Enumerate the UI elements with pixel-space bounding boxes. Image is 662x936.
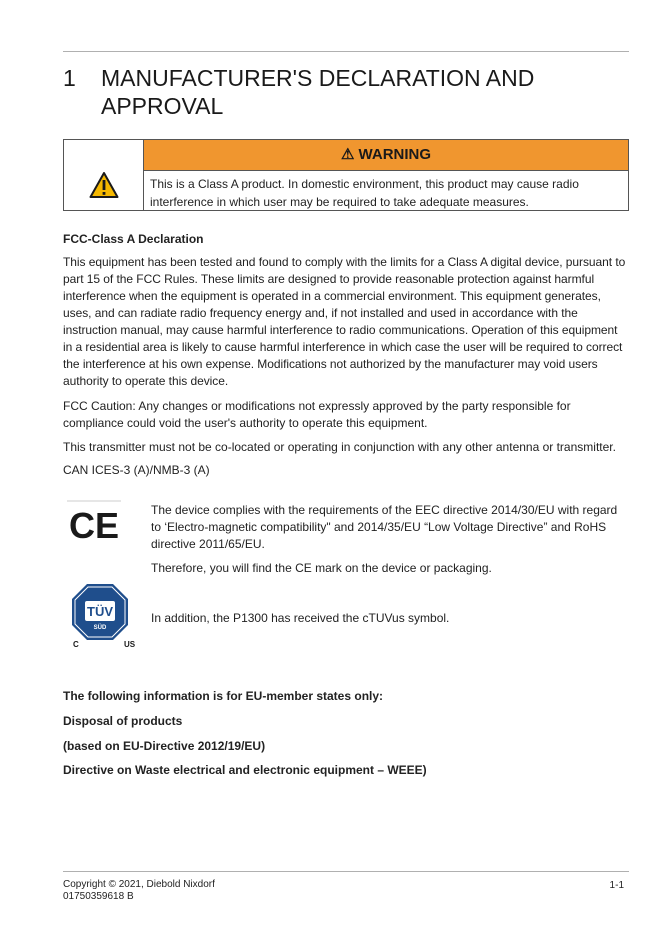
warning-header: ⚠ WARNING: [144, 140, 628, 171]
footer-page-number: 1-1: [609, 880, 624, 891]
warning-triangle-icon: [89, 171, 119, 199]
tuv-c-text: C: [73, 640, 79, 648]
fcc-heading: FCC-Class A Declaration: [63, 232, 204, 246]
eu-directive-ref: (based on EU-Directive 2012/19/EU): [63, 739, 266, 753]
footer-doc-number: 01750359618 B: [63, 891, 134, 902]
ce-mark-icon: [67, 500, 121, 544]
warning-box: [63, 139, 629, 211]
weee-directive: Directive on Waste electrical and electronic equipment – WEEE): [63, 763, 427, 777]
tuv-text: In addition, the P1300 has received the cTUVus symbol.: [151, 611, 450, 625]
page-footer: [63, 879, 629, 903]
bottom-divider: [63, 871, 629, 872]
tuv-certification-icon: [68, 584, 140, 648]
tuv-mark-text: TÜV: [87, 604, 113, 619]
tuv-us-text: US: [124, 640, 136, 648]
tuv-mark-subtext: SÜD: [93, 625, 107, 631]
fcc-caution: FCC Caution: Any changes or modifications not expressly approved by the party responsible for compliance could void the user's authority to operate this equipment.: [63, 399, 571, 430]
transmitter-note: This transmitter must not be co-located or operating in conjunction with any other antenna or transmitter.: [63, 440, 616, 454]
ce-mark-text: CE: [68, 505, 120, 544]
warning-icon-cell: [64, 140, 144, 210]
ce-compliance-text: The device complies with the requirements of the EEC directive 2014/30/EU with regard to ‘Electro-magnetic compatibility" and 2014/35/EU “Low Voltage Directive” and RoHS directive 2011/65/EU.: [151, 503, 618, 551]
top-divider: [63, 51, 629, 52]
ce-therefore-text: Therefore, you will find the CE mark on the device or packaging.: [151, 561, 492, 575]
chapter-number: 1: [63, 65, 76, 91]
warning-text: This is a Class A product. In domestic environment, this product may cause radio interference in which user may be required to take adequate measures.: [150, 177, 579, 209]
ices-label: CAN ICES-3 (A)/NMB-3 (A): [63, 463, 210, 477]
eu-info-heading: The following information is for EU-member states only:: [63, 689, 384, 703]
disposal-heading: Disposal of products: [63, 714, 183, 728]
footer-copyright: Copyright © 2021, Diebold Nixdorf: [63, 879, 215, 890]
chapter-title: MANUFACTURER'S DECLARATION AND APPROVAL: [101, 65, 535, 119]
fcc-paragraph: This equipment has been tested and found to comply with the limits for a Class A digital device, pursuant to part 15 of the FCC Rules. These limits are designed to provide reasonable protection against harmful interference when the equipment is operated in a commercial environment. This equipment generates, uses, and can radiate radio frequency energy and, if not installed and used in accordance with the instruction manual, may cause harmful interference to radio communications. Operation of this equipment in a residential area is likely to cause harmful interference in which case the user will be required to correct the interference at his own expense. Modifications not authorized by the manufacturer may void users authority to operate this device.: [63, 255, 626, 388]
